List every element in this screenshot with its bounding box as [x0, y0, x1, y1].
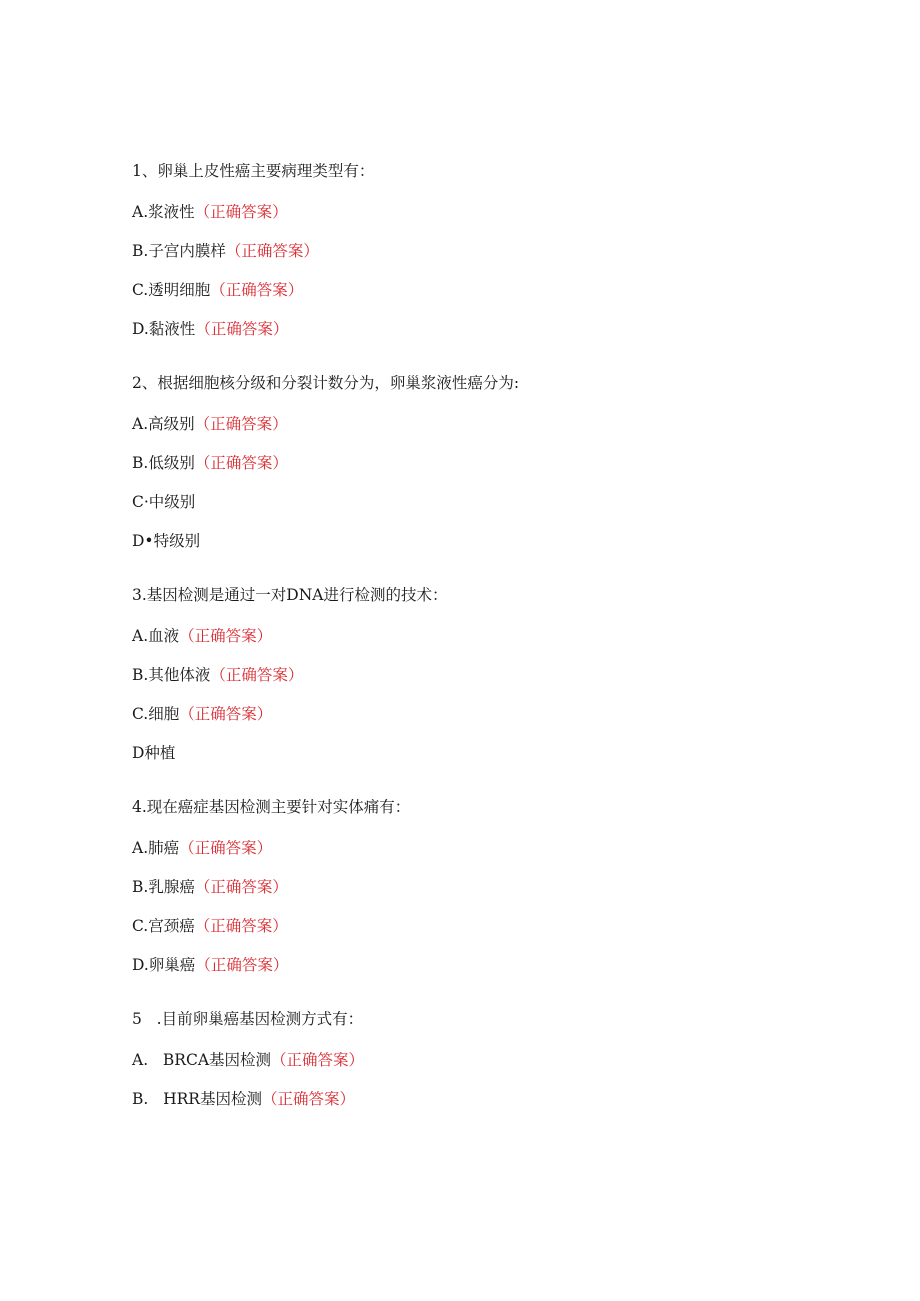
question-4-option-b: B.乳腺癌（正确答案） [132, 878, 288, 896]
correct-answer-mark: （正确答案） [225, 242, 319, 260]
question-3-option-a: A.血液（正确答案） [132, 627, 273, 645]
correct-answer-mark: （正确答案） [210, 666, 304, 684]
question-2-option-d: D•特级别 [132, 532, 201, 550]
correct-answer-mark: （正确答案） [194, 917, 288, 935]
question-5-stem: 5 .目前卵巢癌基因检测方式有： [132, 1010, 364, 1028]
question-1-option-a: A.浆液性（正确答案） [132, 203, 288, 221]
question-3-option-b: B.其他体液（正确答案） [132, 666, 304, 684]
question-4-stem: 4.现在癌症基因检测主要针对实体痛有： [132, 798, 411, 816]
question-4-option-d: D.卵巢癌（正确答案） [132, 956, 289, 974]
correct-answer-mark: （正确答案） [195, 320, 289, 338]
correct-answer-mark: （正确答案） [179, 839, 273, 857]
correct-answer-mark: （正确答案） [194, 203, 288, 221]
question-3-option-c: C.细胞（正确答案） [132, 705, 273, 723]
question-4-option-c: C.宫颈癌（正确答案） [132, 917, 288, 935]
correct-answer-mark: （正确答案） [194, 415, 288, 433]
question-1-option-d: D.黏液性（正确答案） [132, 320, 289, 338]
question-3-option-d: D种植 [132, 744, 176, 762]
question-1-option-c: C.透明细胞（正确答案） [132, 281, 304, 299]
question-4-option-a: A.肺癌（正确答案） [132, 839, 273, 857]
question-5-option-b: B. HRR基因检测（正确答案） [132, 1090, 355, 1108]
correct-answer-mark: （正确答案） [179, 627, 273, 645]
question-2-option-c: C·中级别 [132, 493, 196, 511]
correct-answer-mark: （正确答案） [210, 281, 304, 299]
correct-answer-mark: （正确答案） [194, 454, 288, 472]
question-1-stem: 1、卵巢上皮性癌主要病理类型有： [132, 162, 375, 180]
question-2-option-b: B.低级别（正确答案） [132, 454, 288, 472]
correct-answer-mark: （正确答案） [271, 1051, 365, 1069]
question-5-option-a: A. BRCA基因检测（正确答案） [132, 1051, 365, 1069]
question-2-stem: 2、根据细胞核分级和分裂计数分为，卵巢浆液性癌分为: [132, 374, 520, 392]
correct-answer-mark: （正确答案） [195, 956, 289, 974]
correct-answer-mark: （正确答案） [194, 878, 288, 896]
correct-answer-mark: （正确答案） [179, 705, 273, 723]
correct-answer-mark: （正确答案） [261, 1090, 355, 1108]
question-1-option-b: B.子宫内膜样（正确答案） [132, 242, 319, 260]
question-3-stem: 3.基因检测是通过一对DNA进行检测的技术： [132, 586, 448, 604]
question-2-option-a: A.高级别（正确答案） [132, 415, 288, 433]
